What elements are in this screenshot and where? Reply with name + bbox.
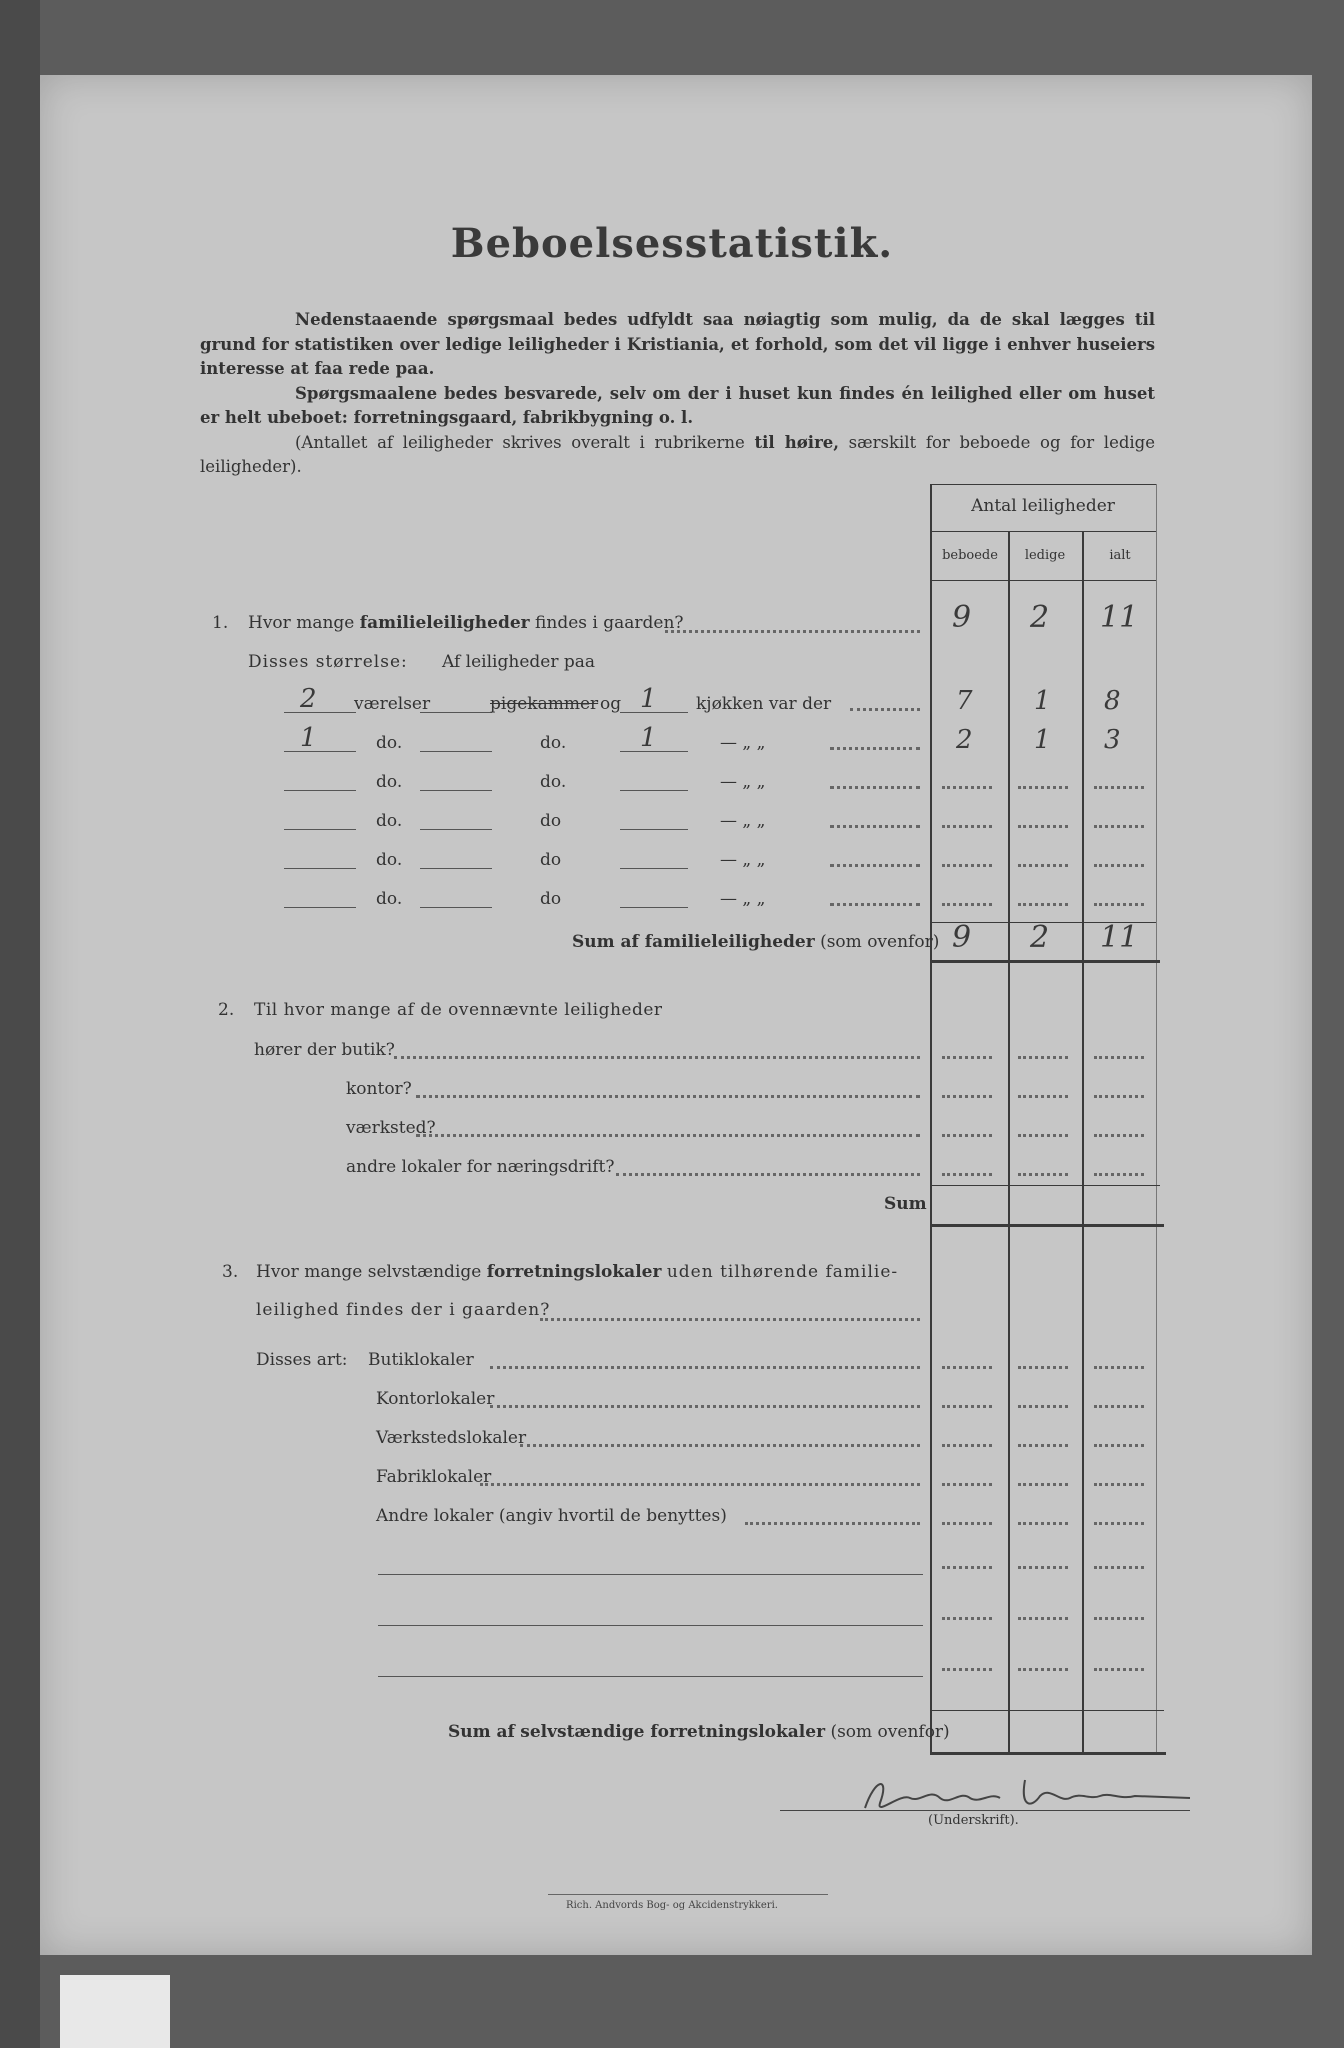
intro-paragraph-3a: (Antallet af leiligheder skrives overalt i rubrikerne	[295, 432, 745, 452]
room-label: do.	[376, 811, 403, 831]
cell-dots	[1094, 1522, 1144, 1525]
cell-dots	[1018, 1617, 1068, 1620]
q3-leader-dots	[745, 1522, 920, 1525]
maid-room-label: do.	[540, 772, 567, 792]
room-label: do.	[376, 889, 403, 909]
cell-dots	[942, 1444, 992, 1447]
q1-size-label: Disses størrelse:	[248, 652, 408, 672]
q1-size-label2: Af leiligheder paa	[442, 652, 595, 672]
row-ledige: 1	[1034, 725, 1051, 755]
cell-dots	[1094, 1566, 1144, 1569]
room-count-line[interactable]	[284, 868, 356, 869]
kitchen-line[interactable]	[620, 907, 688, 908]
cell-dots	[1094, 825, 1144, 828]
q1-text-b: familieleiligheder	[359, 613, 530, 633]
table-top-rule	[930, 484, 1156, 485]
cell-dots	[942, 1056, 992, 1059]
cell-dots	[942, 1095, 992, 1098]
cell-dots	[1018, 825, 1068, 828]
q1-sum-beboede: 9	[952, 920, 972, 955]
room-count-line[interactable]	[284, 712, 356, 713]
cell-dots	[1018, 1483, 1068, 1486]
table-group-header: Antal leiligheder	[971, 496, 1115, 516]
maid-room-label: do.	[540, 733, 567, 753]
col-rule-1	[1008, 531, 1010, 1754]
cell-dots	[1094, 864, 1144, 867]
q2-leader-dots	[394, 1056, 920, 1059]
room-line[interactable]	[420, 790, 492, 791]
q2-sum-top-rule	[930, 1185, 1160, 1186]
q2-item-label: hører der butik?	[254, 1040, 395, 1060]
q1-sum-label-a: Sum af familieleiligheder	[572, 932, 815, 952]
cell-dots	[1018, 1173, 1068, 1176]
cell-dots	[1094, 1405, 1144, 1408]
room-count-line[interactable]	[284, 907, 356, 908]
row-leader-dots	[830, 903, 920, 906]
cell-dots	[942, 1522, 992, 1525]
room-label: værelser	[354, 694, 431, 714]
cell-dots	[942, 903, 992, 906]
q3-item-label: Kontorlokaler	[376, 1389, 495, 1409]
col-rule-2	[1082, 531, 1084, 1754]
q3-leader-dots	[490, 1405, 920, 1408]
cell-dots	[942, 1366, 992, 1369]
cell-dots	[1018, 1566, 1068, 1569]
cell-dots	[942, 1668, 992, 1671]
cell-dots	[1018, 1095, 1068, 1098]
q3-sum-label	[448, 1722, 950, 1742]
kitchen-line[interactable]	[620, 829, 688, 830]
q3-item-label: Butiklokaler	[368, 1350, 474, 1370]
cell-dots	[1094, 1056, 1144, 1059]
cell-dots	[1018, 1056, 1068, 1059]
row-ledige: 1	[1034, 686, 1051, 716]
intro-paragraph-3c: særskilt for beboede og for ledige leiligheder).	[200, 432, 1156, 476]
q3-sum-label-c: (som ovenfor)	[830, 1722, 950, 1742]
q2-question: Til hvor mange af de ovennævnte leiligheder	[254, 1000, 663, 1020]
room-count-line[interactable]	[284, 790, 356, 791]
paper-scrap	[60, 1975, 170, 2048]
q1-answer-ledige: 2	[1030, 600, 1050, 635]
row-ialt: 3	[1104, 725, 1121, 755]
blank-line-3[interactable]	[378, 1676, 923, 1677]
room-label: do.	[376, 733, 403, 753]
cell-dots	[1018, 864, 1068, 867]
kitchen-label: — „ „	[720, 772, 766, 792]
cell-dots	[1018, 786, 1068, 789]
q2-leader-dots	[616, 1173, 920, 1176]
printer-imprint: Rich. Andvords Bog- og Akcidenstrykkeri.	[566, 1900, 778, 1911]
q3-sum-label-a: Sum af	[448, 1722, 515, 1742]
intro-paragraph-1: Nedenstaaende spørgsmaal bedes udfyldt saa nøiagtig som mulig, da de skal lægges til grund for statistiken over ledige leiligheder i Kristiania, et forhold, som det vil ligge i enhver huseiers interesse at faa rede paa.	[200, 310, 1155, 378]
kitchen-label: — „ „	[720, 889, 766, 909]
cell-dots	[942, 1617, 992, 1620]
q1-sum-label	[572, 932, 939, 952]
room-count-line[interactable]	[284, 829, 356, 830]
cell-dots	[942, 1405, 992, 1408]
q2-item-label: kontor?	[346, 1079, 412, 1099]
room-label: do.	[376, 850, 403, 870]
kitchen-count-value: 1	[640, 723, 657, 753]
blank-line-1[interactable]	[378, 1574, 923, 1575]
cell-dots	[1094, 786, 1144, 789]
q3-leader-dots	[480, 1483, 920, 1486]
q3-leader-dots	[540, 1318, 920, 1321]
q3-item-label: Fabriklokaler	[376, 1467, 492, 1487]
row-beboede: 7	[956, 686, 973, 716]
q1-answer-beboede: 9	[952, 600, 972, 635]
cell-dots	[1018, 1134, 1068, 1137]
q3-sum-label-b: selvstændige forretningslokaler	[520, 1722, 826, 1742]
cell-dots	[1094, 1095, 1144, 1098]
cell-dots	[1018, 1444, 1068, 1447]
col-header-beboede: beboede	[942, 548, 998, 563]
room-line[interactable]	[420, 712, 492, 713]
signature-caption: (Underskrift).	[928, 1813, 1019, 1828]
cell-dots	[1094, 1617, 1144, 1620]
col-rule-right	[1156, 484, 1157, 1754]
kitchen-label: — „ „	[720, 733, 766, 753]
cell-dots	[1018, 1668, 1068, 1671]
q1-sum-ledige: 2	[1030, 920, 1050, 955]
room-line[interactable]	[420, 829, 492, 830]
row-ialt: 8	[1104, 686, 1121, 716]
printer-rule	[548, 1894, 828, 1895]
cell-dots	[1018, 1366, 1068, 1369]
cell-dots	[942, 864, 992, 867]
cell-dots	[1018, 903, 1068, 906]
cell-dots	[1094, 1483, 1144, 1486]
q2-number: 2.	[218, 1000, 235, 1020]
row-leader-dots	[830, 864, 920, 867]
q3-item-label: Værkstedslokaler	[376, 1428, 527, 1448]
col-header-ledige: ledige	[1024, 548, 1066, 563]
cell-dots	[942, 1173, 992, 1176]
maid-room-label: do	[540, 889, 562, 909]
q2-leader-dots	[416, 1134, 920, 1137]
q2-leader-dots	[416, 1095, 920, 1098]
maid-room-label: do	[540, 811, 562, 831]
q1-question	[248, 613, 684, 633]
cell-dots	[1094, 1173, 1144, 1176]
cell-dots	[942, 1134, 992, 1137]
q3-leader-dots	[520, 1444, 920, 1447]
scan-margin	[0, 0, 40, 2048]
room-count-value: 1	[300, 723, 317, 753]
room-label: do.	[376, 772, 403, 792]
room-count-value: 2	[300, 684, 317, 714]
row-leader-dots	[850, 708, 920, 711]
q3-number: 3.	[222, 1262, 239, 1282]
kitchen-line[interactable]	[620, 790, 688, 791]
blank-line-2[interactable]	[378, 1625, 923, 1626]
cell-dots	[942, 786, 992, 789]
maid-room-label: do	[540, 850, 562, 870]
cell-dots	[942, 1566, 992, 1569]
table-header-rule	[932, 531, 1156, 532]
room-line[interactable]	[420, 868, 492, 869]
q1-sum-label-b: (som ovenfor)	[820, 932, 940, 952]
room-count-line[interactable]	[284, 751, 356, 752]
q3-sum-top-rule	[930, 1710, 1164, 1711]
row-beboede: 2	[956, 725, 973, 755]
signature-line[interactable]	[780, 1810, 1190, 1811]
q3-question-line1	[256, 1262, 898, 1282]
q2-sum-label: Sum	[884, 1194, 927, 1214]
col-header-ialt: ialt	[1109, 548, 1131, 563]
cell-dots	[1018, 1522, 1068, 1525]
q3-art-label: Disses art:	[256, 1350, 348, 1370]
intro-text	[200, 308, 1155, 480]
q1-sum-bottom-rule	[930, 960, 1160, 963]
col-rule-left	[930, 484, 932, 1754]
q3-leader-dots	[490, 1366, 920, 1369]
cell-dots	[1094, 1668, 1144, 1671]
q3-text-a: Hvor mange	[256, 1262, 363, 1282]
q1-number: 1.	[212, 613, 229, 633]
cell-dots	[1018, 1405, 1068, 1408]
room-line[interactable]	[420, 907, 492, 908]
page-title: Beboelsesstatistik.	[450, 220, 894, 267]
q1-leader-dots	[665, 630, 920, 633]
intro-paragraph-3b: til høire,	[754, 432, 839, 452]
q3-text-b: selvstændige	[367, 1262, 482, 1282]
q1-text-c: findes i gaarden?	[535, 613, 684, 633]
kitchen-line[interactable]	[620, 868, 688, 869]
row-leader-dots	[830, 747, 920, 750]
q2-item-label: andre lokaler for næringsdrift?	[346, 1157, 615, 1177]
row-leader-dots	[830, 825, 920, 828]
q1-sum-ialt: 11	[1100, 920, 1139, 955]
cell-dots	[1094, 1134, 1144, 1137]
intro-paragraph-2: Spørgsmaalene bedes besvarede, selv om der i huset kun findes én leilighed eller om huset er helt ubeboet: forretningsgaard, fabrikbygning o. l.	[200, 383, 1155, 427]
q3-text-c: forretningslokaler	[486, 1262, 662, 1282]
q2-item-label: værksted?	[346, 1118, 436, 1138]
cell-dots	[1094, 1444, 1144, 1447]
q3-question-line2: leilighed findes der i gaarden?	[256, 1300, 551, 1320]
q1-text-a: Hvor mange	[248, 613, 355, 633]
q2-sum-bottom-rule	[930, 1224, 1164, 1227]
q1-answer-ialt: 11	[1100, 600, 1139, 635]
row-leader-dots	[830, 786, 920, 789]
q3-item-label: Andre lokaler (angiv hvortil de benyttes)	[376, 1506, 727, 1526]
cell-dots	[942, 825, 992, 828]
cell-dots	[942, 1483, 992, 1486]
room-line[interactable]	[420, 751, 492, 752]
kitchen-label: — „ „	[720, 850, 766, 870]
cell-dots	[1094, 903, 1144, 906]
kitchen-label: — „ „	[720, 811, 766, 831]
og-label: og	[600, 694, 622, 714]
table-subheader-rule	[932, 580, 1156, 581]
maid-room-label: pigekammer	[490, 694, 599, 714]
q3-text-d: uden tilhørende familie-	[666, 1262, 899, 1282]
q3-sum-bottom-rule	[930, 1752, 1166, 1755]
cell-dots	[1094, 1366, 1144, 1369]
kitchen-count-value: 1	[640, 684, 657, 714]
intro-paragraph-3	[200, 431, 1155, 480]
kitchen-label: kjøkken var der	[696, 694, 832, 714]
